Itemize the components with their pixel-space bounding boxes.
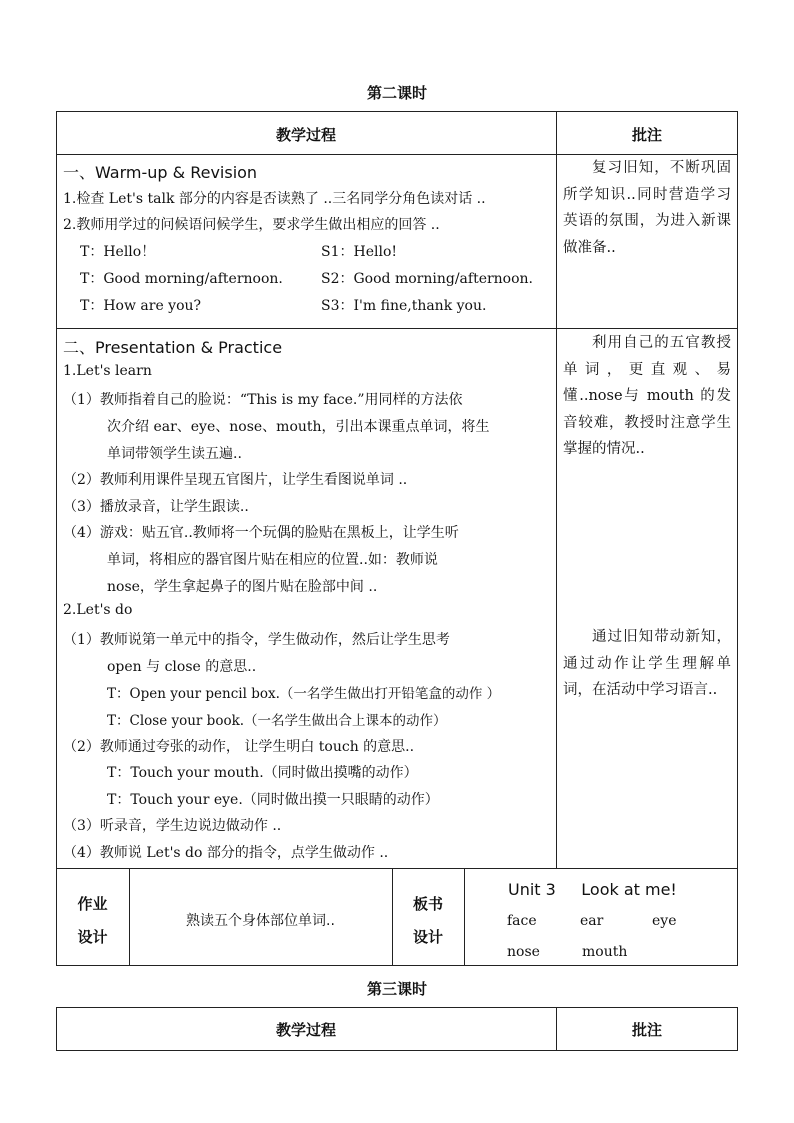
dialog-student-line: S3：I'm fine,thank you.: [321, 298, 487, 314]
procedure-line: 单词，将相应的器官图片贴在相应的位置..如：教师说: [107, 552, 438, 568]
board-word: ear: [580, 913, 604, 929]
procedure-line: T：Touch your mouth.（同时做出摸嘴的动作）: [107, 765, 418, 781]
procedure-line: （4）教师说 Let's do 部分的指令，点学生做动作 ..: [63, 845, 389, 861]
warmup-step-1: 1.检查 Let's talk 部分的内容是否读熟了 ..三名同学分角色读对话 ..: [63, 191, 486, 207]
procedure-line: open 与 close 的意思..: [107, 659, 257, 675]
column-header-process: 教学过程: [275, 1021, 336, 1039]
procedure-line: （3）听录音，学生边说边做动作 ..: [63, 818, 282, 834]
procedure-line: （4）游戏：贴五官..教师将一个玩偶的脸贴在黑板上，让学生听: [63, 525, 459, 541]
dialog-student-line: S2：Good morning/afternoon.: [321, 271, 534, 287]
board-word: mouth: [582, 944, 628, 960]
dialog-teacher-line: T：Hello！: [80, 244, 156, 260]
note-lets-do: 通过旧知带动新知，通过动作让学生理解单词，在活动中学习语言..: [563, 629, 731, 698]
homework-label: 设计: [77, 928, 108, 946]
procedure-line: T：Open your pencil box.（一名学生做出打开铅笔盒的动作 ）: [107, 686, 501, 702]
lets-do-heading: 2.Let's do: [63, 602, 133, 618]
board-word: nose: [507, 944, 540, 960]
procedure-line: （2）教师利用课件呈现五官图片，让学生看图说单词 ..: [63, 472, 408, 488]
dialog-teacher-line: T：Good morning/afternoon.: [80, 271, 283, 287]
procedure-line: （3）播放录音，让学生跟读..: [63, 499, 249, 515]
section-title-presentation: 二、Presentation & Practice: [63, 338, 283, 357]
board-label: 板书: [412, 895, 443, 913]
lesson-heading: 第三课时: [366, 980, 427, 998]
note-warmup: 复习旧知，不断巩固所学知识..同时营造学习英语的氛围，为进入新课做准备..: [563, 160, 731, 256]
procedure-line: nose，学生拿起鼻子的图片贴在脸部中间 ..: [107, 579, 378, 595]
note-presentation: 利用自己的五官教授单词，更直观、易懂..nose与 mouth 的发音较难，教授时注意学生掌握的情况..: [563, 335, 731, 457]
column-header-notes: 批注: [631, 126, 662, 144]
lets-learn-heading: 1.Let's learn: [63, 363, 152, 379]
procedure-line: （2）教师通过夸张的动作， 让学生明白 touch 的意思..: [63, 739, 415, 755]
procedure-line: 单词带领学生读五遍..: [107, 446, 242, 462]
board-word: eye: [652, 913, 677, 929]
homework-label: 作业: [77, 895, 108, 913]
procedure-line: T：Touch your eye.（同时做出摸一只眼睛的动作）: [107, 792, 439, 808]
column-header-process: 教学过程: [275, 126, 336, 144]
procedure-line: T：Close your book.（一名学生做出合上课本的动作）: [107, 713, 447, 729]
board-title: Unit 3 Look at me!: [508, 880, 677, 899]
lesson-heading: 第二课时: [366, 84, 427, 102]
column-header-notes: 批注: [631, 1021, 662, 1039]
procedure-line: （1）教师说第一单元中的指令，学生做动作，然后让学生思考: [63, 632, 450, 648]
dialog-student-line: S1：Hello!: [321, 244, 398, 260]
procedure-line: 次介绍 ear、eye、nose、mouth，引出本课重点单词，将生: [107, 419, 490, 435]
homework-text: 熟读五个身体部位单词..: [186, 913, 335, 929]
procedure-line: （1）教师指着自己的脸说：“This is my face.”用同样的方法依: [63, 392, 463, 408]
dialog-teacher-line: T：How are you?: [80, 298, 202, 314]
board-label: 设计: [412, 928, 443, 946]
warmup-step-2: 2.教师用学过的问候语问候学生，要求学生做出相应的回答 ..: [63, 217, 440, 233]
section-title-warmup: 一、Warm-up & Revision: [63, 163, 258, 182]
board-word: face: [507, 913, 537, 929]
